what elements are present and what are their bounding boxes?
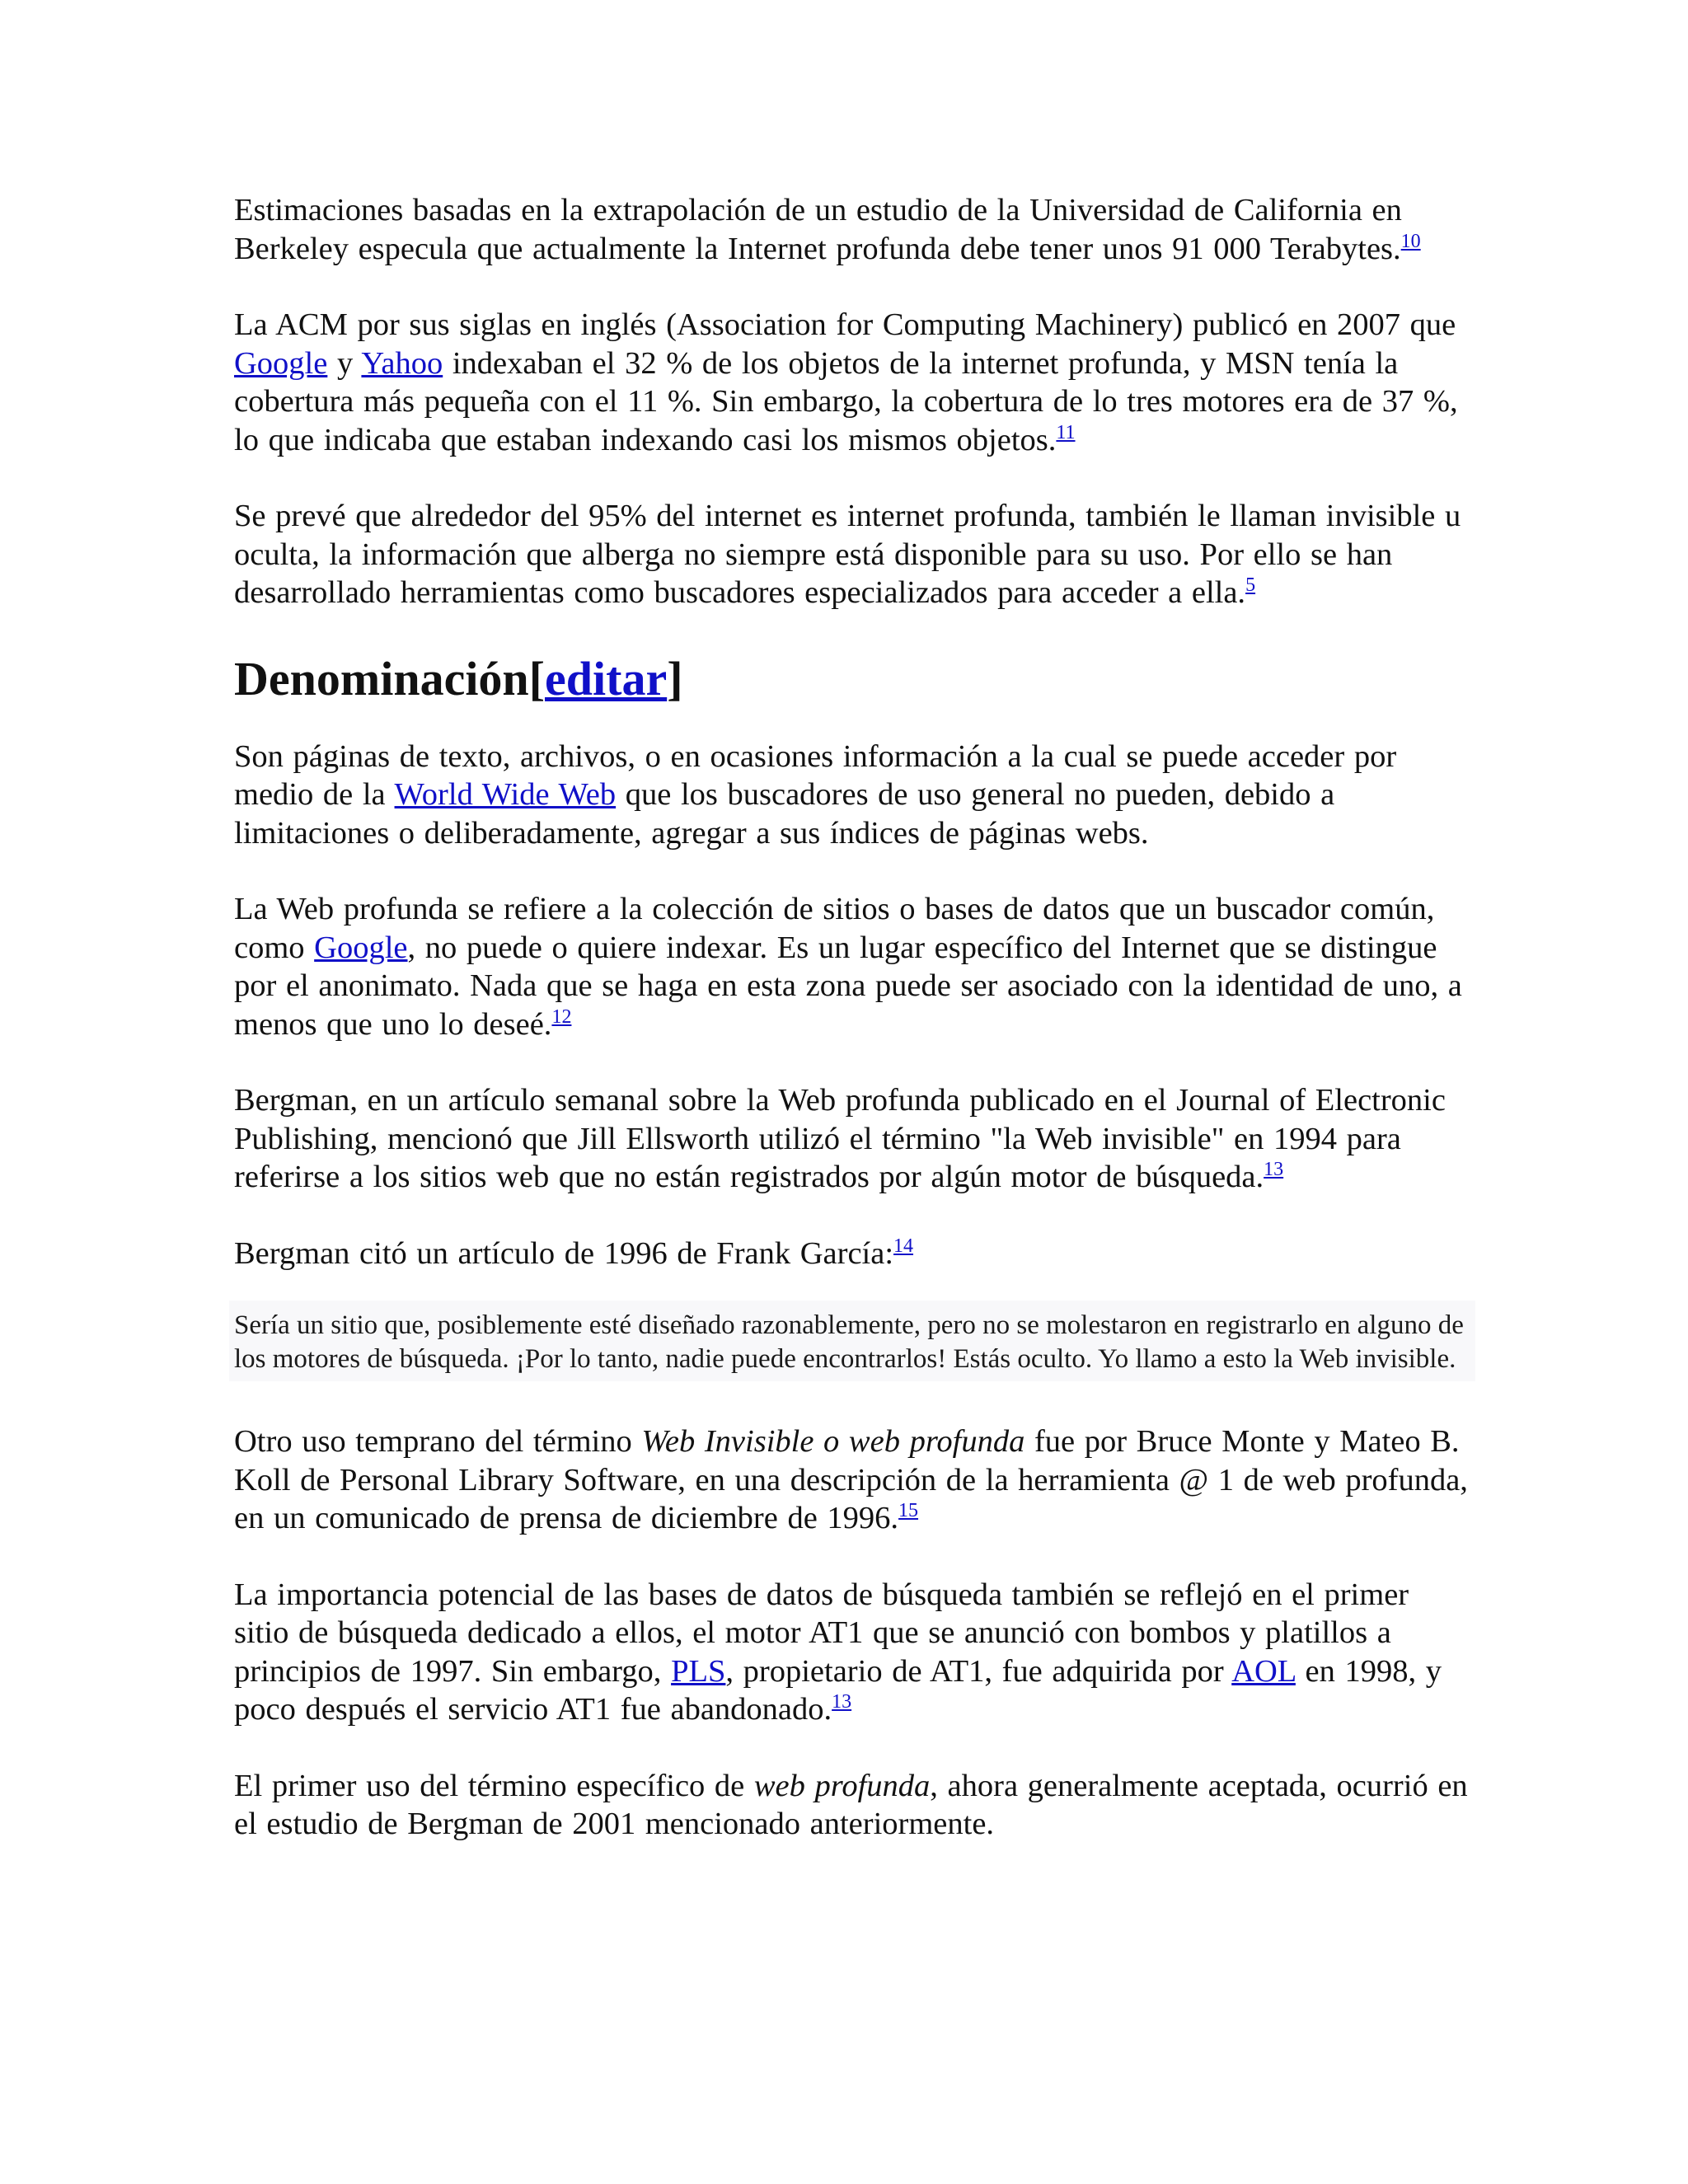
- paragraph-text: en 1998, y poco después el servicio AT1 fue abandonado.: [234, 1653, 1442, 1727]
- blockquote: [229, 1301, 1475, 1381]
- paragraph-text: El primer uso del término específico de: [234, 1768, 754, 1803]
- reference-12[interactable]: [551, 1006, 571, 1028]
- italic-term: Web Invisible o web profunda: [641, 1424, 1025, 1459]
- paragraph-primer-uso: [234, 1767, 1470, 1844]
- paragraph-95-percent: [234, 497, 1470, 612]
- reference-link[interactable]: 14: [893, 1235, 914, 1257]
- paragraph-otro-uso: [234, 1422, 1470, 1538]
- link-pls[interactable]: PLS: [671, 1653, 726, 1689]
- paragraph-estimaciones: [234, 191, 1470, 268]
- reference-15[interactable]: [898, 1500, 918, 1521]
- reference-13-second[interactable]: [832, 1691, 851, 1713]
- document-page: [234, 191, 1470, 1882]
- paragraph-text: y: [327, 345, 362, 381]
- heading-open-bracket: [: [528, 651, 546, 705]
- edit-section-link[interactable]: editar: [545, 651, 668, 705]
- paragraph-text: La Web profunda se refiere a la colección de sitios o bases de datos que un buscador común, como: [234, 892, 1435, 965]
- paragraph-bergman-cito: [234, 1235, 1470, 1273]
- link-world-wide-web[interactable]: World Wide Web: [394, 777, 617, 812]
- paragraph-text: Otro uso temprano del término: [234, 1424, 642, 1459]
- reference-link[interactable]: 11: [1056, 421, 1076, 443]
- paragraph-text: La importancia potencial de las bases de datos de búsqueda también se reflejó en el primer sitio de búsqueda dedicado a ellos, el motor AT1 que se anunció con bombos y platillos a principios de 1997. Sin embargo,: [234, 1577, 1409, 1689]
- link-yahoo[interactable]: Yahoo: [361, 345, 443, 381]
- paragraph-web-profunda: [234, 890, 1470, 1043]
- paragraph-text: que los buscadores de uso general no pueden, debido a limitaciones o deliberadamente, agregar a sus índices de páginas webs.: [234, 777, 1335, 851]
- paragraph-text: fue por Bruce Monte y Mateo B. Koll de Personal Library Software, en una descripción de la herramienta @ 1 de web profunda, en un comunicado de prensa de diciembre de 1996.: [234, 1424, 1468, 1535]
- reference-link[interactable]: 5: [1245, 574, 1256, 596]
- reference-link[interactable]: 13: [832, 1691, 852, 1713]
- link-aol[interactable]: AOL: [1231, 1653, 1296, 1689]
- paragraph-text: Estimaciones basadas en la extrapolación de un estudio de la Universidad de California en Berkeley especula que actualmente la Internet profunda debe tener unos 91 000 Terabytes.: [234, 193, 1402, 266]
- reference-11[interactable]: [1056, 422, 1075, 443]
- reference-13[interactable]: [1264, 1159, 1283, 1180]
- reference-5[interactable]: [1245, 574, 1255, 596]
- paragraph-text: , ahora generalmente aceptada, ocurrió en el estudio de Bergman de 2001 mencionado anteriormente.: [234, 1768, 1468, 1841]
- reference-link[interactable]: 13: [1264, 1159, 1284, 1180]
- paragraph-text: La ACM por sus siglas en inglés (Association for Computing Machinery) publicó en 2007 que: [234, 307, 1456, 342]
- link-google[interactable]: Google: [234, 345, 328, 381]
- quote-text: Sería un sitio que, posiblemente esté diseñado razonablemente, pero no se molestaron en registrarlo en alguno de los motores de búsqueda. ¡Por lo tanto, nadie puede encontrarlos! Estás oculto. Yo llamo a esto la Web invisible.: [234, 1310, 1464, 1374]
- paragraph-importancia: [234, 1576, 1470, 1729]
- paragraph-text: Bergman citó un artículo de 1996 de Frank García:: [234, 1235, 894, 1271]
- reference-link[interactable]: 12: [551, 1005, 572, 1028]
- paragraph-text: , propietario de AT1, fue adquirida por: [725, 1653, 1232, 1689]
- heading-close-bracket: ]: [667, 651, 683, 705]
- heading-title: Denominación: [234, 651, 529, 705]
- reference-14[interactable]: [893, 1235, 913, 1257]
- reference-link[interactable]: 10: [1400, 230, 1421, 252]
- paragraph-text: Se prevé que alrededor del 95% del internet es internet profunda, también le llaman invisible u oculta, la información que alberga no siempre está disponible para su uso. Por ello se han desarrollado herramientas como buscadores especializados para acceder a ella.: [234, 499, 1461, 610]
- paragraph-text: , no puede o quiere indexar. Es un lugar específico del Internet que se distingue por el anonimato. Nada que se haga en esta zona puede ser asociado con la identidad de uno, a menos que uno lo deseé.: [234, 930, 1462, 1042]
- paragraph-text: Bergman, en un artículo semanal sobre la Web profunda publicado en el Journal of Electronic Publishing, mencionó que Jill Ellsworth utilizó el término "la Web invisible" en 1994 para referirse a los sitios web que no están registrados por algún motor de búsqueda.: [234, 1083, 1446, 1194]
- paragraph-text: indexaban el 32 % de los objetos de la internet profunda, y MSN tenía la cobertura más pequeña con el 11 %. Sin embargo, la cobertura de lo tres motores era de 37 %, lo que indicaba que estaban indexando casi los mismos objetos.: [234, 345, 1458, 457]
- reference-link[interactable]: 15: [898, 1500, 919, 1521]
- paragraph-text: Son páginas de texto, archivos, o en ocasiones información a la cual se puede acceder por medio de la: [234, 738, 1397, 812]
- paragraph-bergman: [234, 1081, 1470, 1197]
- paragraph-son-paginas: [234, 738, 1470, 853]
- italic-term: web profunda: [753, 1768, 931, 1803]
- link-google-2[interactable]: Google: [314, 930, 408, 965]
- paragraph-acm: [234, 306, 1470, 459]
- section-heading-denominacion: [234, 650, 1470, 708]
- reference-10[interactable]: [1401, 231, 1421, 252]
